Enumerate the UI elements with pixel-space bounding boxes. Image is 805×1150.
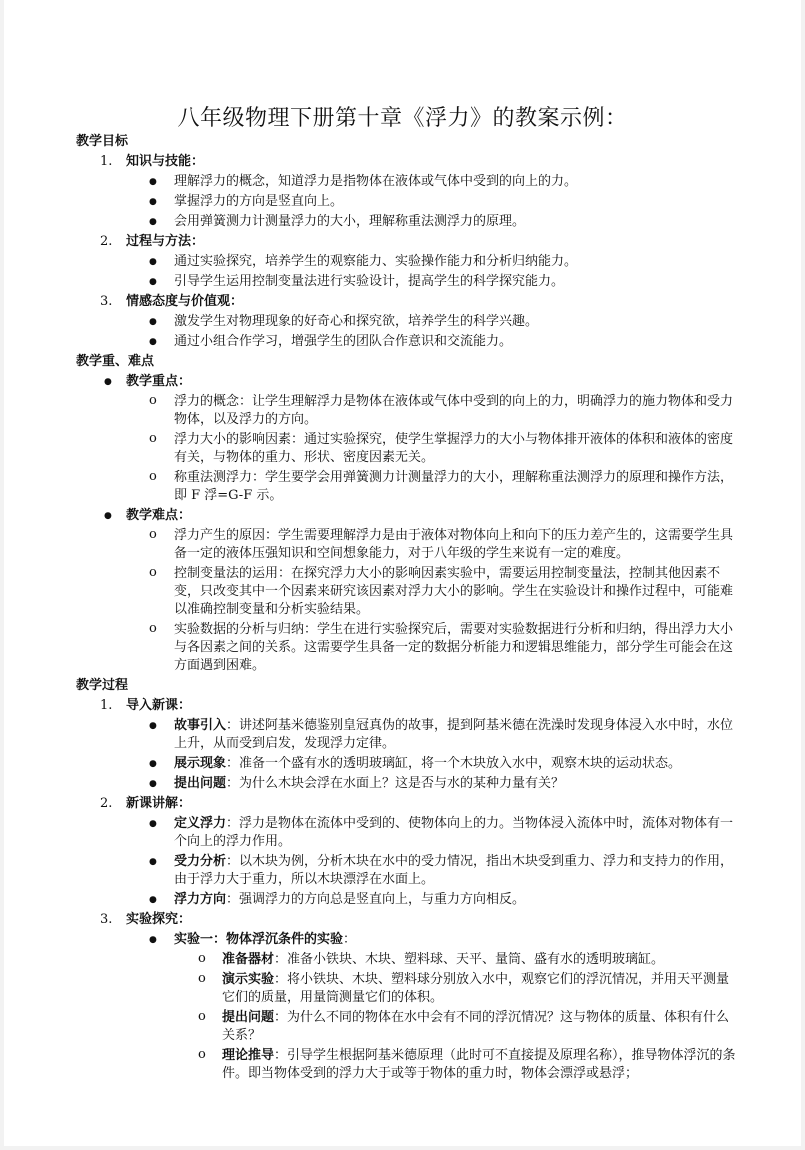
bullet-item: [76, 891, 736, 909]
item-title: 导入新课：: [126, 698, 192, 713]
bullet-item: [76, 373, 736, 391]
numbered-item: [76, 911, 736, 929]
bullet-text: ：准备一个盛有水的透明玻璃缸，将一个木块放入水中，观察木块的运动状态。: [226, 756, 682, 771]
document-body: [76, 133, 736, 1085]
numbered-item: [76, 795, 736, 813]
item-number: 3.: [100, 294, 113, 309]
item-number: 2.: [100, 796, 113, 811]
bullet-label: 提出问题: [174, 776, 227, 791]
numbered-item: [76, 233, 736, 251]
bullet-text: ：以木块为例，分析木块在水中的受力情况，指出木块受到重力、浮力和支持力的作用，由于浮力大于重力，所以木块漂浮在水面上。: [174, 854, 734, 887]
bullet-item: ● 激发学生对物理现象的好奇心和探究欲，培养学生的科学兴趣。: [76, 313, 736, 331]
bullet-label: 受力分析: [174, 854, 227, 869]
bullet-item: ● 通过实验探究，培养学生的观察能力、实验操作能力和分析归纳能力。: [76, 253, 736, 271]
sub-item: o 实验数据的分析与归纳：学生在进行实验探究后，需要对实验数据进行分析和归纳，得出浮力大小与各因素之间的关系。这需要学生具备一定的数据分析能力和逻辑思维能力，部分学生可能会在这方面遇到困难。: [76, 621, 736, 675]
document-page: [4, 0, 801, 1146]
bullet-item: ● 会用弹簧测力计测量浮力的大小，理解称重法测浮力的原理。: [76, 213, 736, 231]
item-number: 3.: [100, 912, 113, 927]
bullet-label: 浮力方向: [174, 892, 227, 907]
sub-item: o 称重法测浮力：学生要学会用弹簧测力计测量浮力的大小，理解称重法测浮力的原理和操作方法，即 F 浮=G-F 示。: [76, 469, 736, 505]
sub-item-label: 演示实验: [222, 972, 275, 987]
bullet-item: [76, 755, 736, 773]
bullet-item: [76, 931, 736, 949]
item-title: 知识与技能：: [126, 154, 205, 169]
sub-item-text: ：为什么不同的物体在水中会有不同的浮沉情况？这与物体的质量、体积有什么关系？: [222, 1010, 730, 1043]
bullet-text: ：浮力是物体在流体中受到的、使物体向上的力。当物体浸入流体中时，流体对物体有一个向上的浮力作用。: [174, 816, 734, 849]
section-heading-key-points: 教学重、难点: [76, 354, 155, 369]
numbered-item: [76, 697, 736, 715]
sub-item: [76, 1009, 736, 1045]
bullet-text: ：讲述阿基米德鉴别皇冠真伪的故事，提到阿基米德在洗澡时发现身体浸入水中时，水位上升，从而受到启发，发现浮力定律。: [174, 718, 734, 751]
bullet-item: ● 引导学生运用控制变量法进行实验设计，提高学生的科学探究能力。: [76, 273, 736, 291]
item-number: 1.: [100, 154, 113, 169]
numbered-item: [76, 153, 736, 171]
sub-item: [76, 1047, 736, 1083]
sub-item-text: ：准备小铁块、木块、塑料球、天平、量筒、盛有水的透明玻璃缸。: [274, 952, 665, 967]
sub-item: [76, 951, 736, 969]
sub-item-label: 准备器材: [222, 952, 275, 967]
sub-item: o 控制变量法的运用：在探究浮力大小的影响因素实验中，需要运用控制变量法，控制其他因素不变，只改变其中一个因素来研究该因素对浮力大小的影响。学生在实验设计和操作过程中，可能难以准确控制变量和分析实验结果。: [76, 565, 736, 619]
numbered-item: [76, 293, 736, 311]
experiment-title-suffix: ：: [343, 932, 357, 947]
bullet-item: ● 通过小组合作学习，增强学生的团队合作意识和交流能力。: [76, 333, 736, 351]
group-title: 教学重点：: [126, 374, 192, 389]
bullet-text: ：强调浮力的方向总是竖直向上，与重力方向相反。: [226, 892, 526, 907]
sub-item: [76, 971, 736, 1007]
bullet-label: 展示现象: [174, 756, 227, 771]
document-title: 八年级物理下册第十章《浮力》的教案示例：: [177, 106, 628, 131]
sub-item: o 浮力的概念：让学生理解浮力是物体在液体或气体中受到的向上的力，明确浮力的施力物体和受力物体，以及浮力的方向。: [76, 393, 736, 429]
bullet-item: ● 理解浮力的概念，知道浮力是指物体在液体或气体中受到的向上的力。: [76, 173, 736, 191]
bullet-label: 故事引入: [174, 718, 227, 733]
item-title: 新课讲解：: [126, 796, 192, 811]
bullet-text: ：为什么木块会浮在水面上？这是否与水的某种力量有关？: [226, 776, 565, 791]
group-title: 教学难点：: [126, 508, 192, 523]
sub-item-label: 提出问题: [222, 1010, 275, 1025]
sub-item-text: ：将小铁块、木块、塑料球分别放入水中，观察它们的浮沉情况，并用天平测量它们的质量，用量筒测量它们的体积。: [222, 972, 730, 1005]
sub-item: o 浮力大小的影响因素：通过实验探究，使学生掌握浮力的大小与物体排开液体的体积和液体的密度有关，与物体的重力、形状、密度因素无关。: [76, 431, 736, 467]
bullet-label: 定义浮力: [174, 816, 227, 831]
section-heading-process: 教学过程: [76, 678, 129, 693]
bullet-item: [76, 775, 736, 793]
experiment-title: 实验一：物体浮沉条件的实验: [174, 932, 344, 947]
bullet-item: [76, 717, 736, 753]
bullet-item: [76, 853, 736, 889]
sub-item-text: ：引导学生根据阿基米德原理（此时可不直接提及原理名称），推导物体浮沉的条件。即当物体受到的浮力大于或等于物体的重力时，物体会漂浮或悬浮；: [222, 1048, 736, 1081]
bullet-item: [76, 507, 736, 525]
item-number: 2.: [100, 234, 113, 249]
item-title: 情感态度与价值观：: [126, 294, 244, 309]
bullet-item: [76, 815, 736, 851]
item-title: 实验探究：: [126, 912, 192, 927]
item-number: 1.: [100, 698, 113, 713]
bullet-item: ● 掌握浮力的方向是竖直向上。: [76, 193, 736, 211]
sub-item: o 浮力产生的原因：学生需要理解浮力是由于液体对物体向上和向下的压力差产生的，这需要学生具备一定的液体压强知识和空间想象能力，对于八年级的学生来说有一定的难度。: [76, 527, 736, 563]
section-heading-goals: 教学目标: [76, 134, 129, 149]
item-title: 过程与方法：: [126, 234, 205, 249]
sub-item-label: 理论推导: [222, 1048, 275, 1063]
